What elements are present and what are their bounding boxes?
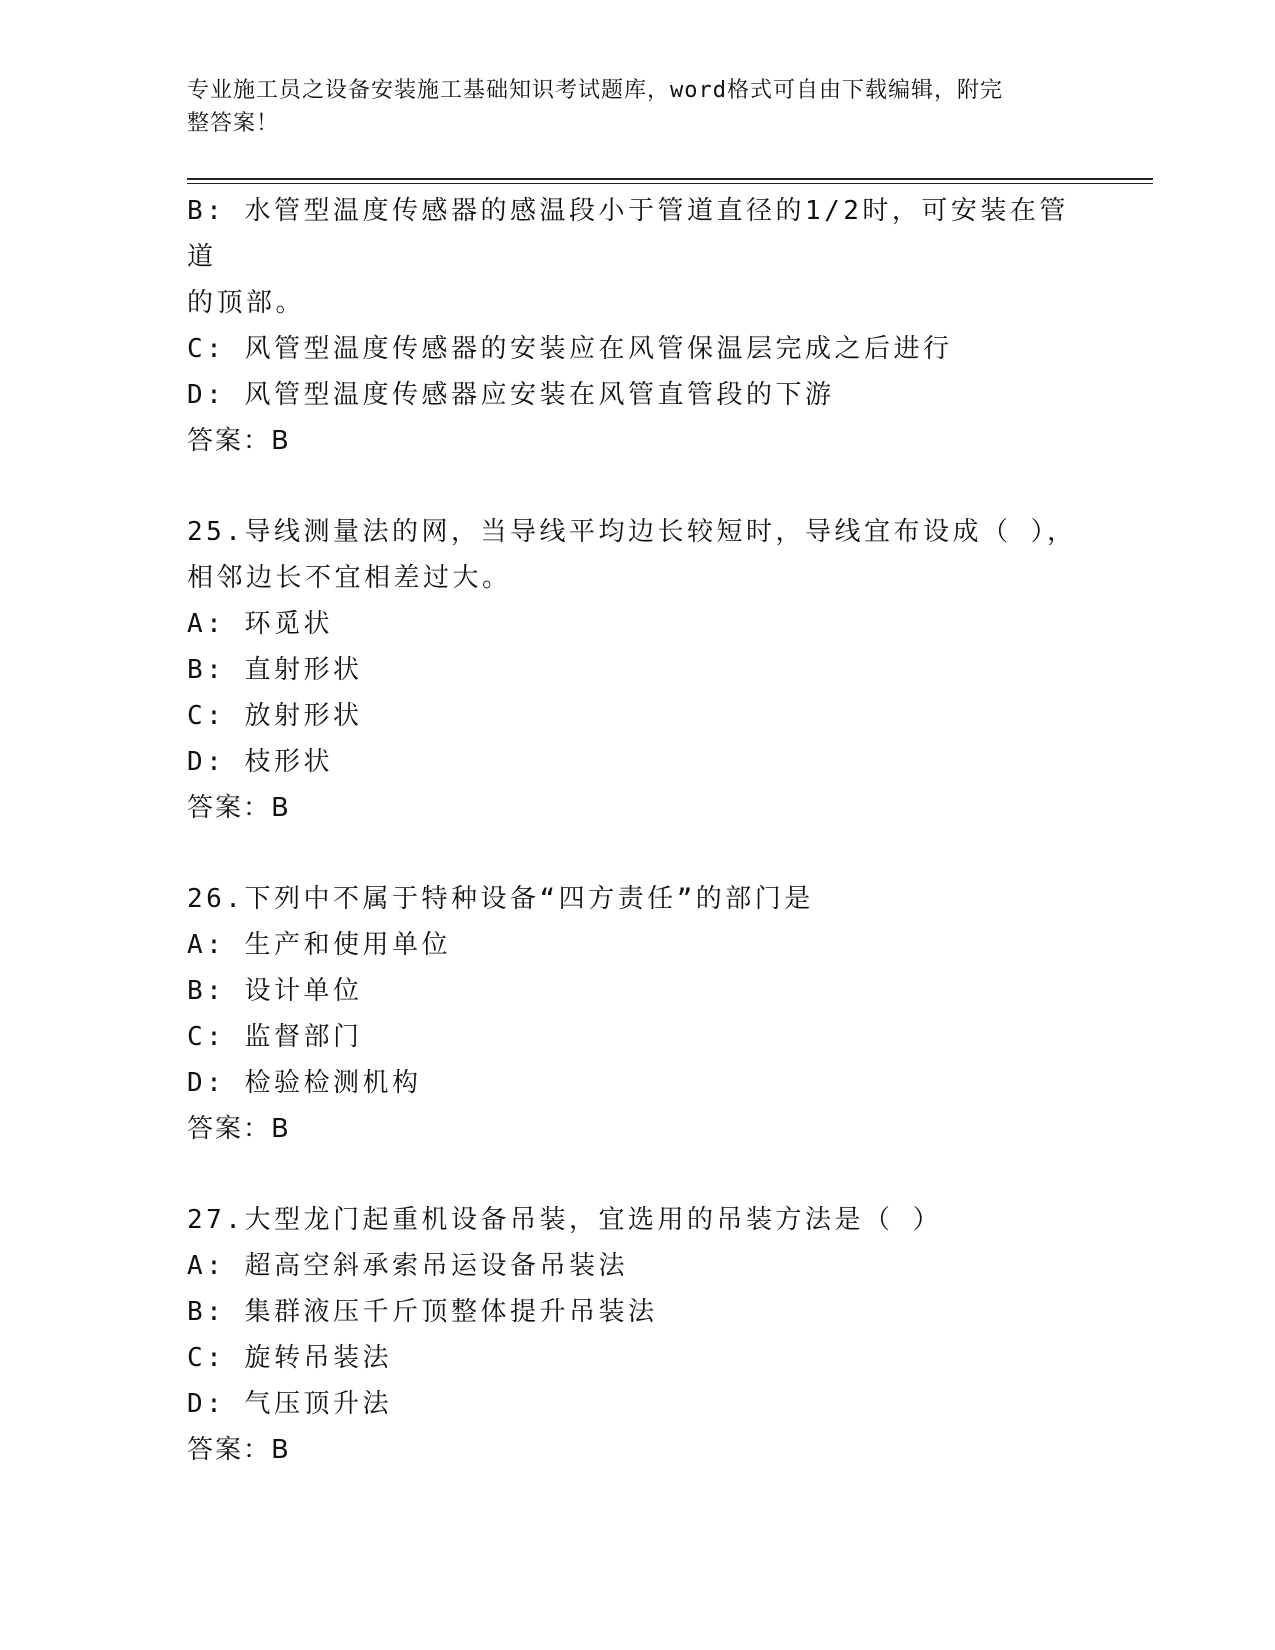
question-spacer xyxy=(187,831,1087,876)
q24-option-b-line-1: B: 水管型温度传感器的感温段小于管道直径的1/2时，可安装在管道 xyxy=(187,196,1069,272)
q27-option-a: A: 超高空斜承索吊运设备吊装法 xyxy=(187,1251,628,1281)
q26-stem: 26.下列中不属于特种设备“四方责任”的部门是 xyxy=(187,884,814,914)
q26-answer: 答案：B xyxy=(187,1114,291,1144)
question-24-partial xyxy=(187,188,1087,464)
question-25 xyxy=(187,509,1087,831)
header-line-2: 整答案！ xyxy=(187,111,280,136)
q27-option-b: B: 集群液压千斤顶整体提升吊装法 xyxy=(187,1297,658,1327)
header-divider-thin xyxy=(187,183,1153,184)
header-line-1: 专业施工员之设备安装施工基础知识考试题库，word格式可自由下载编辑，附完 xyxy=(187,78,1003,103)
question-spacer xyxy=(187,464,1087,509)
q27-option-d: D: 气压顶升法 xyxy=(187,1389,392,1419)
header-divider-thick xyxy=(187,178,1153,180)
q25-option-a: A: 环觅状 xyxy=(187,609,333,639)
q24-answer: 答案：B xyxy=(187,426,291,456)
q25-answer: 答案：B xyxy=(187,793,291,823)
q24-option-b-line-2: 的顶部。 xyxy=(187,288,306,318)
q24-option-c: C: 风管型温度传感器的安装应在风管保温层完成之后进行 xyxy=(187,334,953,364)
q27-option-c: C: 旋转吊装法 xyxy=(187,1343,392,1373)
q25-option-d: D: 枝形状 xyxy=(187,747,333,777)
document-header xyxy=(187,74,1067,140)
q26-option-b: B: 设计单位 xyxy=(187,976,363,1006)
q25-option-b: B: 直射形状 xyxy=(187,655,363,685)
question-list xyxy=(187,188,1087,1473)
question-spacer xyxy=(187,1152,1087,1197)
question-27 xyxy=(187,1197,1087,1473)
q26-option-d: D: 检验检测机构 xyxy=(187,1068,422,1098)
q27-stem: 27.大型龙门起重机设备吊装，宜选用的吊装方法是（ ） xyxy=(187,1205,943,1235)
q24-option-d: D: 风管型温度传感器应安装在风管直管段的下游 xyxy=(187,380,835,410)
q25-stem-line-2: 相邻边长不宜相差过大。 xyxy=(187,563,512,593)
q27-answer: 答案：B xyxy=(187,1435,291,1465)
q25-stem-line-1: 25.导线测量法的网，当导线平均边长较短时，导线宜布设成（ ）， xyxy=(187,517,1077,547)
q26-option-c: C: 监督部门 xyxy=(187,1022,363,1052)
q25-option-c: C: 放射形状 xyxy=(187,701,363,731)
q26-option-a: A: 生产和使用单位 xyxy=(187,930,451,960)
question-26 xyxy=(187,876,1087,1152)
